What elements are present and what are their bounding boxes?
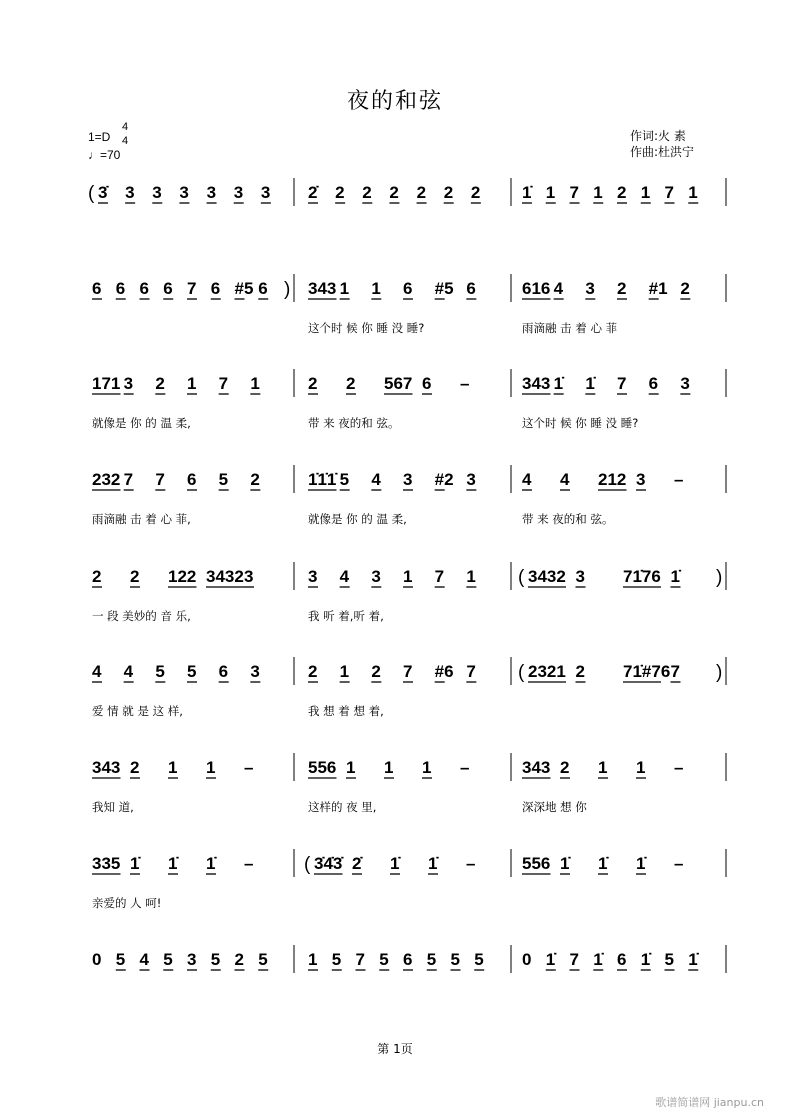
note: 1̇	[522, 183, 532, 202]
note: –	[460, 758, 470, 777]
note: 6	[403, 950, 413, 969]
note: –	[674, 470, 684, 489]
note: 4	[92, 662, 102, 681]
note: 3	[123, 374, 134, 393]
lyric-line: 一 段 美妙的 音 乐,	[92, 609, 191, 623]
note: 1	[640, 183, 651, 202]
note: 343	[308, 279, 337, 298]
note: 7	[155, 470, 165, 489]
note: –	[674, 854, 684, 873]
note: 1̇	[390, 854, 400, 873]
note: 3432	[528, 567, 566, 586]
note: 1	[168, 758, 178, 777]
lyric-line: 深深地 想 你	[522, 800, 587, 814]
note: 1̇	[585, 374, 595, 393]
note: #5	[434, 279, 454, 298]
note: 1̇	[636, 854, 646, 873]
note: 5	[155, 662, 165, 681]
note: #5	[234, 279, 254, 298]
note: 2	[560, 758, 570, 777]
note: 1̇	[670, 567, 680, 586]
page-number: 第 1页	[377, 1042, 413, 1056]
note: 2	[308, 662, 318, 681]
note: 3	[260, 183, 271, 202]
note: 7	[617, 374, 627, 393]
note: 3	[680, 374, 690, 393]
note: 6	[258, 279, 268, 298]
lyric-line: 这个时 候 你 睡 没 睡?	[308, 321, 425, 335]
note: 1̇	[206, 854, 216, 873]
note: 4	[522, 470, 532, 489]
note: 7	[355, 950, 365, 969]
note: 3432	[206, 567, 244, 586]
lyric-line: 我 听 着,听 着,	[308, 609, 384, 623]
note: #2	[434, 470, 454, 489]
note: 3	[206, 183, 217, 202]
note: 1	[545, 183, 556, 202]
lyric-line: 爱 情 就 是 这 样,	[92, 704, 183, 718]
time-signature-bottom: 4	[122, 135, 129, 147]
note: 1̇	[168, 854, 178, 873]
repeat-open-paren: (	[518, 567, 525, 588]
note: 1	[688, 183, 698, 202]
note: 1	[250, 374, 260, 393]
lyric-line: 就像是 你 的 温 柔,	[92, 416, 191, 430]
note: 1	[593, 183, 603, 202]
note: 7	[123, 470, 134, 489]
note: 2	[250, 470, 260, 489]
note: 1̇	[560, 854, 570, 873]
note: 7	[569, 950, 579, 969]
note: –	[674, 758, 684, 777]
note: –	[466, 854, 476, 873]
note: 2321	[528, 662, 566, 681]
note: 2	[362, 183, 372, 202]
note: 2	[617, 183, 627, 202]
note: 3	[152, 183, 162, 202]
note: 1̇	[688, 950, 698, 969]
time-signature-top: 4	[122, 121, 129, 133]
note: 1̇	[553, 374, 564, 393]
note: 2	[234, 950, 244, 969]
note: 3̇	[98, 183, 108, 202]
note: 1̇	[640, 950, 651, 969]
lyric-line: 这个时 候 你 睡 没 睡?	[522, 416, 639, 430]
lyric-line: 我知 道,	[92, 800, 134, 814]
note: 3	[250, 662, 260, 681]
note: 3	[187, 950, 197, 969]
note: 3	[308, 567, 318, 586]
note: 2	[155, 374, 165, 393]
note: 343	[522, 374, 551, 393]
note: 6	[139, 279, 149, 298]
note: 3	[244, 567, 254, 586]
note: 2	[130, 567, 140, 586]
note: 4	[123, 662, 134, 681]
note: 5	[331, 950, 342, 969]
note: 1̇	[545, 950, 556, 969]
lyric-line: 带 来 夜的和 弦。	[308, 416, 400, 430]
note: 2	[575, 662, 585, 681]
note: 5	[474, 950, 484, 969]
note: 5	[450, 950, 460, 969]
note: 2	[130, 758, 140, 777]
note: –	[244, 758, 254, 777]
note: 5	[426, 950, 437, 969]
repeat-close-paren: )	[284, 279, 291, 300]
note: 6	[403, 279, 413, 298]
note: 1	[466, 567, 476, 586]
note: 5	[115, 950, 126, 969]
note: 556	[522, 854, 551, 873]
note: 6	[617, 950, 627, 969]
note: 2	[416, 183, 427, 202]
note: 3	[403, 470, 413, 489]
note: 1	[636, 758, 646, 777]
note: 7	[187, 279, 197, 298]
note: 71̇76	[623, 567, 661, 586]
lyricist: 作词:火 素	[630, 129, 686, 143]
lyric-line: 我 想 着 想 着,	[308, 704, 384, 718]
lyric-line: 带 来 夜的和 弦。	[522, 512, 614, 526]
note: 2	[389, 183, 399, 202]
note: 2	[346, 374, 356, 393]
note: 1	[346, 758, 356, 777]
note: 1	[371, 279, 381, 298]
song-title: 夜的和弦	[346, 89, 443, 114]
note: 4	[560, 470, 570, 489]
note: 1̇	[428, 854, 438, 873]
note: 5	[379, 950, 389, 969]
composer: 作曲:杜洪宁	[630, 145, 695, 159]
note: 3̇4̇3̇	[314, 854, 343, 873]
note: 616	[522, 279, 551, 298]
note: 1	[339, 662, 350, 681]
note: 4	[371, 470, 381, 489]
key-signature: 1=D	[88, 130, 111, 144]
note: 2	[617, 279, 627, 298]
repeat-open-paren: (	[518, 662, 525, 683]
lyric-line: 雨滴融 击 着 心 菲	[522, 321, 618, 335]
note: 2̇	[352, 854, 362, 873]
note: 7	[434, 567, 445, 586]
lyric-line: 雨滴融 击 着 心 菲,	[92, 512, 191, 526]
note: 3	[125, 183, 135, 202]
note: 1	[187, 374, 197, 393]
note: 1	[339, 279, 350, 298]
note: 343	[92, 758, 121, 777]
note: 7	[466, 662, 476, 681]
note: 3	[585, 279, 595, 298]
note: 1	[403, 567, 413, 586]
note: 3	[371, 567, 381, 586]
note: –	[244, 854, 254, 873]
note: 1̇	[598, 854, 608, 873]
note: 5	[210, 950, 221, 969]
note: 6	[466, 279, 476, 298]
note: 343	[522, 758, 551, 777]
note: 7	[670, 662, 680, 681]
note: 1	[422, 758, 432, 777]
quarter-note-icon: ♩	[88, 148, 100, 162]
lyric-line: 就像是 你 的 温 柔,	[308, 512, 407, 526]
note: 6	[163, 279, 173, 298]
note: 3	[636, 470, 646, 489]
note: 6	[218, 662, 229, 681]
note: 5	[664, 950, 674, 969]
note: 6	[210, 279, 221, 298]
repeat-close-paren: )	[716, 662, 723, 683]
note: 1̇	[130, 854, 140, 873]
note: 3	[466, 470, 476, 489]
note: 3	[233, 183, 244, 202]
note: 3	[575, 567, 585, 586]
note: 4	[139, 950, 149, 969]
note: 4	[553, 279, 564, 298]
note: 4	[339, 567, 350, 586]
note: 2	[371, 662, 381, 681]
note: 1	[384, 758, 394, 777]
note: 5	[163, 950, 173, 969]
note: #6	[434, 662, 454, 681]
note: 567	[384, 374, 413, 393]
note: 5	[339, 470, 350, 489]
repeat-open-paren: (	[304, 854, 311, 875]
note: 2	[335, 183, 345, 202]
note: 171	[92, 374, 121, 393]
note: 1	[598, 758, 608, 777]
note: 1	[308, 950, 318, 969]
repeat-open-paren: (	[88, 183, 95, 204]
note: 6	[422, 374, 432, 393]
note: 5	[218, 470, 229, 489]
note: 335	[92, 854, 121, 873]
watermark: 歌谱简谱网 jianpu.cn	[655, 1096, 764, 1109]
note: 7	[664, 183, 674, 202]
note: 1̇1̇1̇	[308, 470, 337, 489]
note: 6	[92, 279, 102, 298]
note: 556	[308, 758, 337, 777]
note: 7	[403, 662, 413, 681]
note: 71̇#76	[623, 662, 671, 681]
note: –	[460, 374, 470, 393]
note: 2	[308, 374, 318, 393]
note: 1	[206, 758, 216, 777]
note: 7	[218, 374, 229, 393]
note: 6	[115, 279, 126, 298]
note: 0	[92, 950, 102, 969]
note: 2̇	[308, 183, 318, 202]
note: 2	[92, 567, 102, 586]
note: #1	[648, 279, 668, 298]
note: 122	[168, 567, 197, 586]
note: 2	[680, 279, 690, 298]
note: 6	[187, 470, 197, 489]
note: 232	[92, 470, 121, 489]
note: 6	[648, 374, 659, 393]
note: 2	[470, 183, 481, 202]
note: 212	[598, 470, 627, 489]
note: 2	[443, 183, 454, 202]
repeat-close-paren: )	[716, 567, 723, 588]
lyric-line: 亲爱的 人 呵!	[92, 896, 162, 910]
lyric-line: 这样的 夜 里,	[308, 800, 377, 814]
note: 7	[569, 183, 579, 202]
note: 5	[187, 662, 197, 681]
note: 5	[258, 950, 268, 969]
note: 0	[522, 950, 532, 969]
tempo-value: =70	[100, 148, 121, 162]
note: 1̇	[593, 950, 603, 969]
note: 3	[179, 183, 189, 202]
